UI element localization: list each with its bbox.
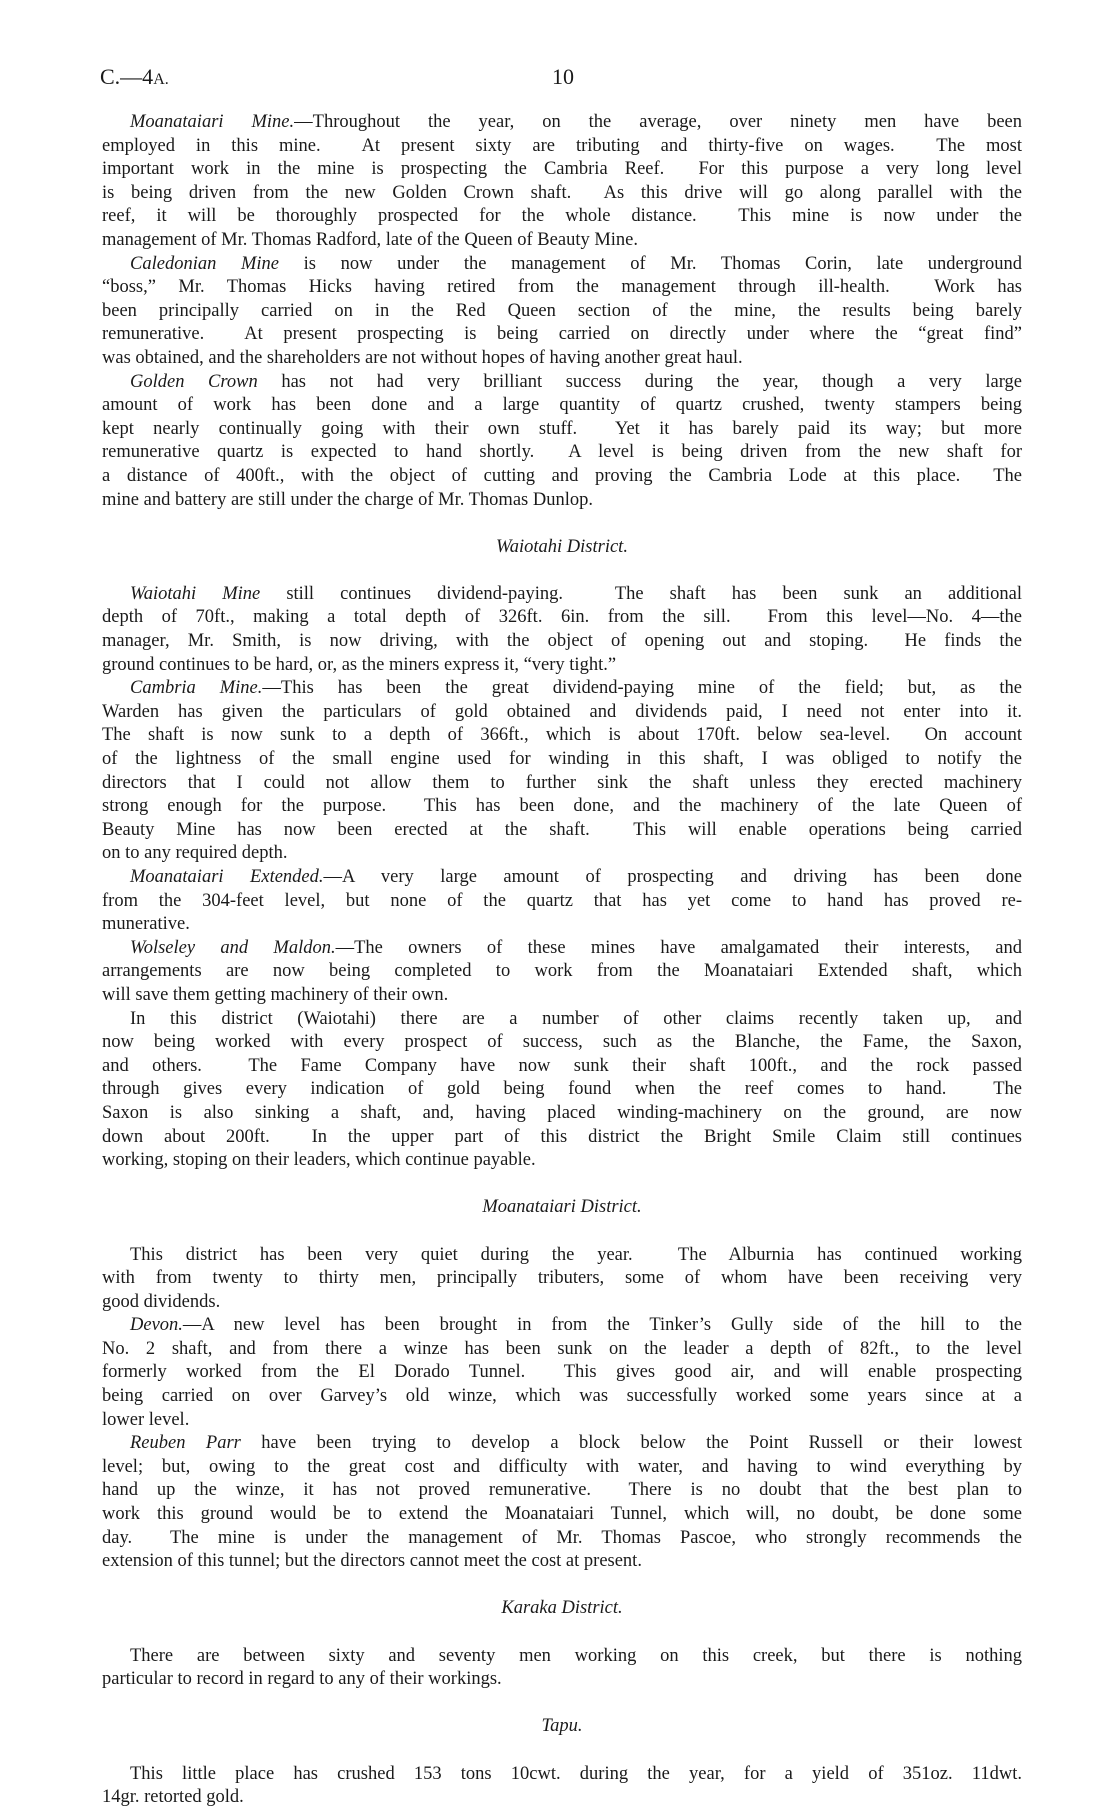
text-line-content: [102, 205, 1022, 229]
text-line: [102, 465, 1022, 489]
text-line-content: [102, 1055, 1022, 1079]
text-line-content: [102, 1550, 1022, 1574]
text-line-content: [130, 1432, 1022, 1456]
text-line-content: [102, 724, 1022, 748]
text-line-content: [102, 630, 1022, 654]
text-line-content: [102, 1503, 1022, 1527]
line-text: arrangements are now being completed to work from the Moanataiari Extended shaft, which: [102, 961, 1022, 982]
text-line: [102, 1314, 1022, 1338]
text-line: [102, 748, 1022, 772]
line-text: day. The mine is under the management of Mr. Thomas Pascoe, who strongly recommends the: [102, 1527, 1022, 1548]
text-line-content: [130, 253, 1022, 277]
text-line: [102, 677, 1022, 701]
text-line-content: [102, 135, 1022, 159]
text-line: [102, 1763, 1022, 1787]
text-line-content: [102, 1456, 1022, 1480]
line-text: depth of 70ft., making a total depth of 326ft. 6in. from the sill. From this level—No. 4—the: [102, 607, 1022, 628]
paragraph: [102, 1763, 1022, 1810]
line-text: employed in this mine. At present sixty are tributing and thirty-five on wages. The most: [102, 135, 1022, 156]
text-line: [102, 701, 1022, 725]
paragraph-lead-title: Reuben Parr: [130, 1433, 241, 1454]
text-line: [102, 890, 1022, 914]
line-text: remunerative. At present prospecting is being carried on directly under where the “great find”: [102, 324, 1022, 345]
text-line: [102, 795, 1022, 819]
text-line-content: [102, 182, 1022, 206]
text-line-content: [130, 1314, 1022, 1338]
line-text: is now under the management of Mr. Thomas Corin, late underground: [278, 253, 1022, 274]
text-line: [102, 441, 1022, 465]
line-text: —The owners of these mines have amalgamated their interests, and: [335, 937, 1022, 958]
line-text: lower level.: [102, 1409, 190, 1430]
line-text: This little place has crushed 153 tons 10cwt. during the year, for a yield of 351oz. 11dwt.: [130, 1763, 1022, 1784]
line-text: important work in the mine is prospecting the Cambria Reef. For this purpose a very long level: [102, 159, 1022, 180]
text-line: [102, 394, 1022, 418]
line-text: of the lightness of the small engine used for winding in this shaft, I was obliged to notify the: [102, 749, 1022, 770]
text-line-content: [102, 795, 1022, 819]
text-line: [102, 1055, 1022, 1079]
line-text: been principally carried on in the Red Queen section of the mine, the results being barely: [102, 300, 1022, 321]
line-text: This district has been very quiet during the year. The Alburnia has continued working: [130, 1244, 1022, 1265]
text-line-content: [102, 1409, 1022, 1433]
text-line: [102, 724, 1022, 748]
text-line-content: [102, 1031, 1022, 1055]
text-line-content: [130, 111, 1022, 135]
line-text: now being worked with every prospect of success, such as the Blanche, the Fame, the Saxon,: [102, 1032, 1022, 1053]
text-line-content: [102, 984, 1022, 1008]
text-line: [102, 276, 1022, 300]
line-text: directors that I could not allow them to further sink the shaft unless they erected machinery: [102, 772, 1022, 793]
line-text: ground continues to be hard, or, as the miners express it, “very tight.”: [102, 654, 617, 675]
text-line-content: [102, 748, 1022, 772]
line-text: strong enough for the purpose. This has been done, and the machinery of the late Queen of: [102, 796, 1022, 817]
line-text: —A new level has been brought in from the Tinker’s Gully side of the hill to the: [182, 1315, 1022, 1336]
text-line: [102, 630, 1022, 654]
paragraph: [102, 1244, 1022, 1315]
text-line-content: [102, 489, 1022, 513]
line-text: —This has been the great dividend-paying mine of the field; but, as the: [262, 678, 1022, 699]
line-text: There are between sixty and seventy men working on this creek, but there is nothing: [130, 1645, 1022, 1666]
text-line: [102, 1409, 1022, 1433]
text-line: [102, 1244, 1022, 1268]
section-heading: Moanataiari District.: [482, 1197, 642, 1218]
text-line-content: [130, 937, 1022, 961]
paragraph-lead-title: Caledonian Mine: [130, 253, 279, 274]
line-text: working, stoping on their leaders, which continue payable.: [102, 1150, 536, 1171]
text-line-content: [102, 418, 1022, 442]
line-text: has not had very brilliant success during the year, though a very large: [257, 371, 1023, 392]
line-text: manager, Mr. Smith, is now driving, with the object of opening out and stoping. He finds the: [102, 631, 1022, 652]
text-line-content: [102, 347, 1022, 371]
text-line: [102, 984, 1022, 1008]
text-line: [102, 937, 1022, 961]
line-text: through gives every indication of gold being found when the reef comes to hand. The: [102, 1079, 1022, 1100]
text-line-content: [102, 1668, 1022, 1692]
text-line-content: [102, 1126, 1022, 1150]
line-text: have been trying to develop a block below the Point Russell or their lowest: [240, 1433, 1022, 1454]
line-text: extension of this tunnel; but the directors cannot meet the cost at present.: [102, 1551, 642, 1572]
section-heading: Waiotahi District.: [496, 536, 628, 557]
text-line: [102, 347, 1022, 371]
text-line: [102, 1527, 1022, 1551]
paragraph: [102, 253, 1022, 371]
text-line: [102, 1149, 1022, 1173]
text-line: [102, 1503, 1022, 1527]
line-text: level; but, owing to the great cost and difficulty with water, and having to wind everything by: [102, 1456, 1022, 1477]
line-text: kept nearly continually going with their own stuff. Yet it has barely paid its way; but more: [102, 418, 1022, 439]
text-line-content: [130, 1244, 1022, 1268]
text-line-content: [102, 606, 1022, 630]
line-text: still continues dividend-paying. The shaft has been sunk an additional: [260, 583, 1022, 604]
paragraph: [102, 866, 1022, 937]
text-line-content: [102, 1786, 1022, 1810]
text-line-content: [102, 913, 1022, 937]
text-line-content: [102, 158, 1022, 182]
text-line: [102, 1126, 1022, 1150]
text-line: [102, 1078, 1022, 1102]
line-text: good dividends.: [102, 1291, 221, 1312]
line-text: down about 200ft. In the upper part of this district the Bright Smile Claim still continues: [102, 1126, 1022, 1147]
line-text: a distance of 400ft., with the object of cutting and proving the Cambria Lode at this place. The: [102, 465, 1022, 486]
line-text: —A very large amount of prospecting and driving has been done: [323, 867, 1023, 887]
text-line: [102, 819, 1022, 843]
text-line: [102, 1008, 1022, 1032]
text-line: [102, 111, 1022, 135]
text-line: [102, 606, 1022, 630]
text-line: [102, 1291, 1022, 1315]
text-line-content: [102, 890, 1022, 914]
line-text: reef, it will be thoroughly prospected for the whole distance. This mine is now under the: [102, 206, 1022, 227]
text-line: [102, 1432, 1022, 1456]
text-line-content: [130, 1008, 1022, 1032]
text-line-content: [102, 1078, 1022, 1102]
line-text: will save them getting machinery of their own.: [102, 984, 449, 1005]
text-line-content: [102, 960, 1022, 984]
paragraph-lead-title: Devon.: [130, 1315, 183, 1336]
text-line-content: [102, 323, 1022, 347]
line-text: mine and battery are still under the charge of Mr. Thomas Dunlop.: [102, 489, 593, 510]
section-heading: Karaka District.: [501, 1598, 623, 1619]
paragraph-lead-title: Moanataiari Mine.: [130, 112, 295, 132]
text-line: [102, 1456, 1022, 1480]
text-line: [102, 842, 1022, 866]
text-line-content: [102, 276, 1022, 300]
line-text: is being driven from the new Golden Crown shaft. As this drive will go along parallel with the: [102, 182, 1022, 203]
line-text: No. 2 shaft, and from there a winze has been sunk on the leader a depth of 82ft., to the level: [102, 1338, 1022, 1359]
line-text: management of Mr. Thomas Radford, late of the Queen of Beauty Mine.: [102, 229, 639, 250]
paragraph: [102, 1314, 1022, 1432]
paragraph: [102, 1432, 1022, 1574]
line-text: Warden has given the particulars of gold obtained and dividends paid, I need not enter into it.: [102, 701, 1022, 722]
text-line: [102, 960, 1022, 984]
text-line: [102, 1550, 1022, 1574]
text-line-content: [130, 1645, 1022, 1669]
text-line-content: [102, 1267, 1022, 1291]
text-line-content: [130, 1763, 1022, 1787]
text-line-content: [102, 654, 1022, 678]
text-line: [102, 654, 1022, 678]
line-text: on to any required depth.: [102, 843, 288, 864]
text-line: [102, 1361, 1022, 1385]
document-reference-suffix: A.: [153, 71, 169, 88]
text-line: [102, 866, 1022, 890]
text-line: [102, 1479, 1022, 1503]
text-line: [102, 1031, 1022, 1055]
document-reference: [100, 64, 169, 90]
text-line: [102, 1267, 1022, 1291]
paragraph-lead-title: Waiotahi Mine: [130, 583, 261, 604]
text-line-content: [102, 465, 1022, 489]
text-line-content: [102, 441, 1022, 465]
paragraph: [102, 1645, 1022, 1692]
paragraph: [102, 111, 1022, 253]
text-line: [102, 1668, 1022, 1692]
text-line: [102, 489, 1022, 513]
paragraph: [102, 937, 1022, 1008]
line-text: particular to record in regard to any of their workings.: [102, 1669, 502, 1690]
text-line: [102, 1102, 1022, 1126]
line-text: In this district (Waiotahi) there are a number of other claims recently taken up, and: [130, 1008, 1022, 1029]
line-text: was obtained, and the shareholders are not without hopes of having another great haul.: [102, 347, 743, 368]
line-text: and others. The Fame Company have now sunk their shaft 100ft., and the rock passed: [102, 1055, 1022, 1076]
text-line: [102, 913, 1022, 937]
text-line-content: [102, 300, 1022, 324]
section-heading: Tapu.: [541, 1716, 583, 1737]
text-line-content: [102, 701, 1022, 725]
text-line-content: [130, 866, 1022, 890]
text-line: [102, 135, 1022, 159]
text-line-content: [102, 1338, 1022, 1362]
text-line: [102, 300, 1022, 324]
line-text: “boss,” Mr. Thomas Hicks having retired from the management through ill-health. Work has: [102, 277, 1022, 298]
line-text: —Throughout the year, on the average, over ninety men have been: [294, 112, 1022, 132]
line-text: munerative.: [102, 914, 190, 935]
paragraph-lead-title: Cambria Mine.: [130, 678, 263, 699]
line-text: formerly worked from the El Dorado Tunnel. This gives good air, and will enable prospecting: [102, 1362, 1022, 1383]
text-line-content: [130, 677, 1022, 701]
text-line-content: [130, 371, 1022, 395]
line-text: hand up the winze, it has not proved remunerative. There is no doubt that the best plan to: [102, 1480, 1022, 1501]
paragraph-lead-title: Golden Crown: [130, 371, 258, 392]
text-line: [102, 158, 1022, 182]
paragraph-lead-title: Wolseley and Maldon.: [130, 937, 336, 958]
text-line-content: [102, 842, 1022, 866]
text-line: [102, 1786, 1022, 1810]
text-line: [102, 1338, 1022, 1362]
text-line-content: [102, 229, 1022, 253]
text-line-content: [102, 1527, 1022, 1551]
paragraph: [102, 677, 1022, 866]
text-line-content: [102, 1102, 1022, 1126]
text-line: [102, 229, 1022, 253]
text-line: [102, 323, 1022, 347]
line-text: 14gr. retorted gold.: [102, 1787, 244, 1808]
text-line-content: [102, 1479, 1022, 1503]
text-line-content: [102, 394, 1022, 418]
line-text: being carried on over Garvey’s old winze, which was successfully worked some years since at a: [102, 1386, 1022, 1407]
text-line-content: [102, 819, 1022, 843]
document-body: [102, 111, 1022, 1810]
text-line: [102, 205, 1022, 229]
text-line-content: [130, 583, 1022, 607]
text-line: [102, 182, 1022, 206]
line-text: from the 304-feet level, but none of the quartz that has yet come to hand has proved re-: [102, 890, 1022, 911]
page-number: 10: [552, 64, 574, 89]
paragraph: [102, 371, 1022, 513]
line-text: Saxon is also sinking a shaft, and, having placed winding-machinery on the ground, are now: [102, 1102, 1022, 1123]
text-line-content: [102, 1385, 1022, 1409]
text-line: [102, 418, 1022, 442]
line-text: Beauty Mine has now been erected at the shaft. This will enable operations being carried: [102, 819, 1022, 840]
text-line-content: [102, 1291, 1022, 1315]
paragraph: [102, 583, 1022, 677]
line-text: amount of work has been done and a large quantity of quartz crushed, twenty stampers being: [102, 395, 1022, 416]
text-line: [102, 1385, 1022, 1409]
document-reference-main: C.—4: [100, 64, 154, 89]
line-text: remunerative quartz is expected to hand shortly. A level is being driven from the new shaft for: [102, 442, 1022, 463]
text-line: [102, 583, 1022, 607]
paragraph-lead-title: Moanataiari Extended.: [130, 867, 324, 887]
text-line: [102, 371, 1022, 395]
paragraph: [102, 1008, 1022, 1173]
text-line: [102, 1645, 1022, 1669]
text-line-content: [102, 1149, 1022, 1173]
text-line: [102, 772, 1022, 796]
line-text: The shaft is now sunk to a depth of 366ft., which is about 170ft. below sea-level. On account: [102, 725, 1022, 746]
line-text: work this ground would be to extend the Moanataiari Tunnel, which will, no doubt, be done some: [102, 1504, 1022, 1525]
line-text: with from twenty to thirty men, principally tributers, some of whom have been receiving very: [102, 1268, 1022, 1289]
text-line-content: [102, 1361, 1022, 1385]
text-line: [102, 253, 1022, 277]
text-line-content: [102, 772, 1022, 796]
